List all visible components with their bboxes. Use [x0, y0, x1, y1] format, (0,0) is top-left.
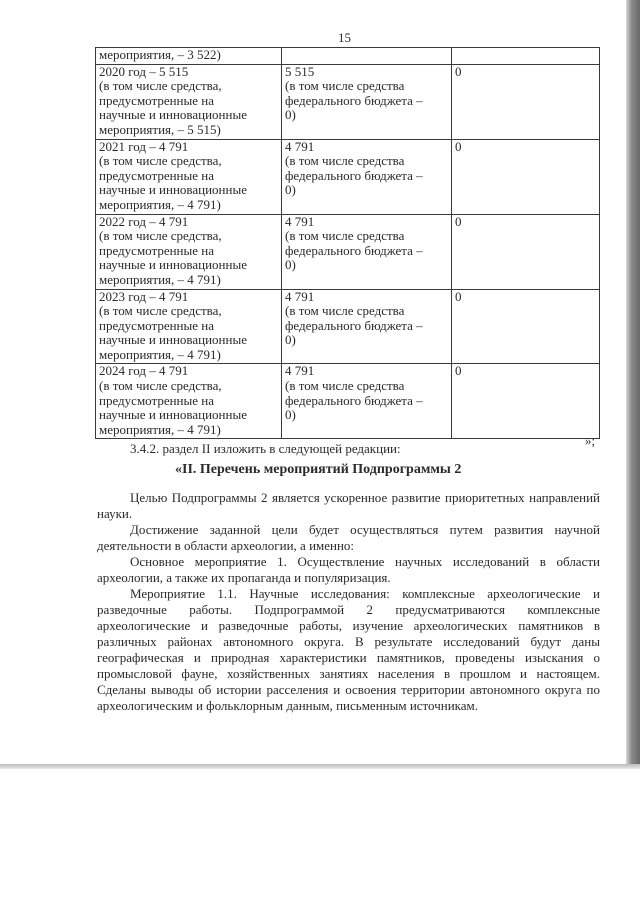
cell-text-line: научные и инновационные: [99, 182, 247, 198]
cell-text-line: 2021 год – 4 791: [99, 138, 189, 154]
cell-text-line: 4 791: [285, 363, 315, 379]
cell-text-line: (в том числе средства,: [99, 153, 222, 169]
cell-text-line: 0: [455, 138, 462, 154]
cell-text-line: научные и инновационные: [99, 332, 247, 348]
table-row: [96, 289, 600, 364]
cell-text-line: 0): [285, 407, 296, 423]
amendment-intro: 3.4.2. раздел II изложить в следующей редакции:: [130, 441, 401, 456]
page-number: 15: [338, 30, 351, 45]
cell-text-line: (в том числе средства: [285, 78, 405, 94]
table-cell-col2: [282, 364, 452, 439]
table-cell-col1: [96, 139, 282, 214]
cell-text-line: 0: [455, 63, 462, 79]
table-cell-col2: [282, 139, 452, 214]
cell-text-line: предусмотренные на: [99, 392, 215, 408]
cell-text-line: научные и инновационные: [99, 407, 247, 423]
table-cell-col2: [282, 289, 452, 364]
cell-text-line: 0: [455, 363, 462, 379]
cell-text-line: 0): [285, 257, 296, 273]
cell-text-line: мероприятия, – 3 522): [99, 47, 221, 62]
table-row: [96, 48, 600, 65]
cell-text-line: 2022 год – 4 791: [99, 213, 189, 229]
cell-text-line: предусмотренные на: [99, 92, 215, 108]
paragraph-main-event: Основное мероприятие 1. Осуществление научных исследований в области археологии, а также их пропаганда и популяризация.: [97, 554, 600, 585]
table-row: [96, 64, 600, 139]
cell-text-line: предусмотренные на: [99, 167, 215, 183]
cell-text-line: мероприятия, – 5 515): [99, 121, 221, 137]
cell-text-line: 0: [455, 288, 462, 304]
cell-text-line: 0): [285, 182, 296, 198]
table-cell-col1: [96, 214, 282, 289]
table-cell-col3: [452, 214, 600, 289]
cell-text-line: предусмотренные на: [99, 242, 215, 258]
cell-text-line: (в том числе средства: [285, 303, 405, 319]
cell-text-line: научные и инновационные: [99, 257, 247, 273]
table-cell-col2: [282, 214, 452, 289]
table-cell-col1: [96, 48, 282, 65]
budget-table: [95, 47, 600, 439]
table-cell-col3: [452, 364, 600, 439]
cell-text-line: предусмотренные на: [99, 317, 215, 333]
table-cell-col3: [452, 48, 600, 65]
table-cell-col1: [96, 364, 282, 439]
table-cell-col3: [452, 289, 600, 364]
cell-text-line: 0): [285, 332, 296, 348]
cell-text-line: 4 791: [285, 138, 315, 154]
cell-text-line: 2024 год – 4 791: [99, 363, 189, 379]
cell-text-line: мероприятия, – 4 791): [99, 271, 221, 287]
cell-text-line: федерального бюджета –: [285, 167, 423, 183]
table-cell-col2: [282, 64, 452, 139]
cell-text-line: федерального бюджета –: [285, 317, 423, 333]
cell-text-line: научные и инновационные: [99, 107, 247, 123]
table-cell-col1: [96, 289, 282, 364]
table-cell-col3: [452, 139, 600, 214]
table-cell-col1: [96, 64, 282, 139]
cell-text-line: 2023 год – 4 791: [99, 288, 189, 304]
cell-text-line: мероприятия, – 4 791): [99, 196, 221, 212]
cell-text-line: мероприятия, – 4 791): [99, 346, 221, 362]
cell-text-line: (в том числе средства: [285, 378, 405, 394]
cell-text-line: (в том числе средства,: [99, 303, 222, 319]
cell-text-line: 4 791: [285, 288, 315, 304]
section-heading: «II. Перечень мероприятий Подпрограммы 2: [175, 462, 462, 477]
paragraph-goal: Целью Подпрограммы 2 является ускоренное развитие приоритетных направлений науки.: [97, 490, 600, 521]
table-row: [96, 214, 600, 289]
scan-edge-bottom: [0, 764, 640, 769]
cell-text-line: федерального бюджета –: [285, 392, 423, 408]
table-cell-col2: [282, 48, 452, 65]
paragraph-event-1-1: Мероприятие 1.1. Научные исследования: комплексные археологические и разведочные работы. Подпрограммой 2 предусматриваются комплексные археологические и разведочные работы, изучение археологических памятников в различных районах автономного округа. В результате исследований будут даны географическая и природная характеристики памятников, проведены изыскания о промысловой фауне, хозяйственных занятиях населения в прошлом и настоящем. Сделаны выводы об истории расселения и освоения территории автономного округа по археологическим и фольклорным данным, письменным источникам.: [97, 586, 600, 713]
cell-text-line: 2020 год – 5 515: [99, 63, 189, 79]
cell-text-line: (в том числе средства: [285, 153, 405, 169]
cell-text-line: (в том числе средства,: [99, 378, 222, 394]
cell-text-line: федерального бюджета –: [285, 92, 423, 108]
table-row: [96, 364, 600, 439]
cell-text-line: 0): [285, 107, 296, 123]
closing-quote: »;: [585, 433, 596, 448]
table-row: [96, 139, 600, 214]
cell-text-line: (в том числе средства,: [99, 78, 222, 94]
cell-text-line: 5 515: [285, 63, 315, 79]
scan-edge-right: [626, 0, 640, 766]
cell-text-line: (в том числе средства: [285, 228, 405, 244]
cell-text-line: федерального бюджета –: [285, 242, 423, 258]
cell-text-line: мероприятия, – 4 791): [99, 421, 221, 437]
table-cell-col3: [452, 64, 600, 139]
paragraph-achievement: Достижение заданной цели будет осуществляться путем развития научной деятельности в области археологии, а именно:: [97, 522, 600, 553]
cell-text-line: 0: [455, 213, 462, 229]
cell-text-line: 4 791: [285, 213, 315, 229]
cell-text-line: (в том числе средства,: [99, 228, 222, 244]
